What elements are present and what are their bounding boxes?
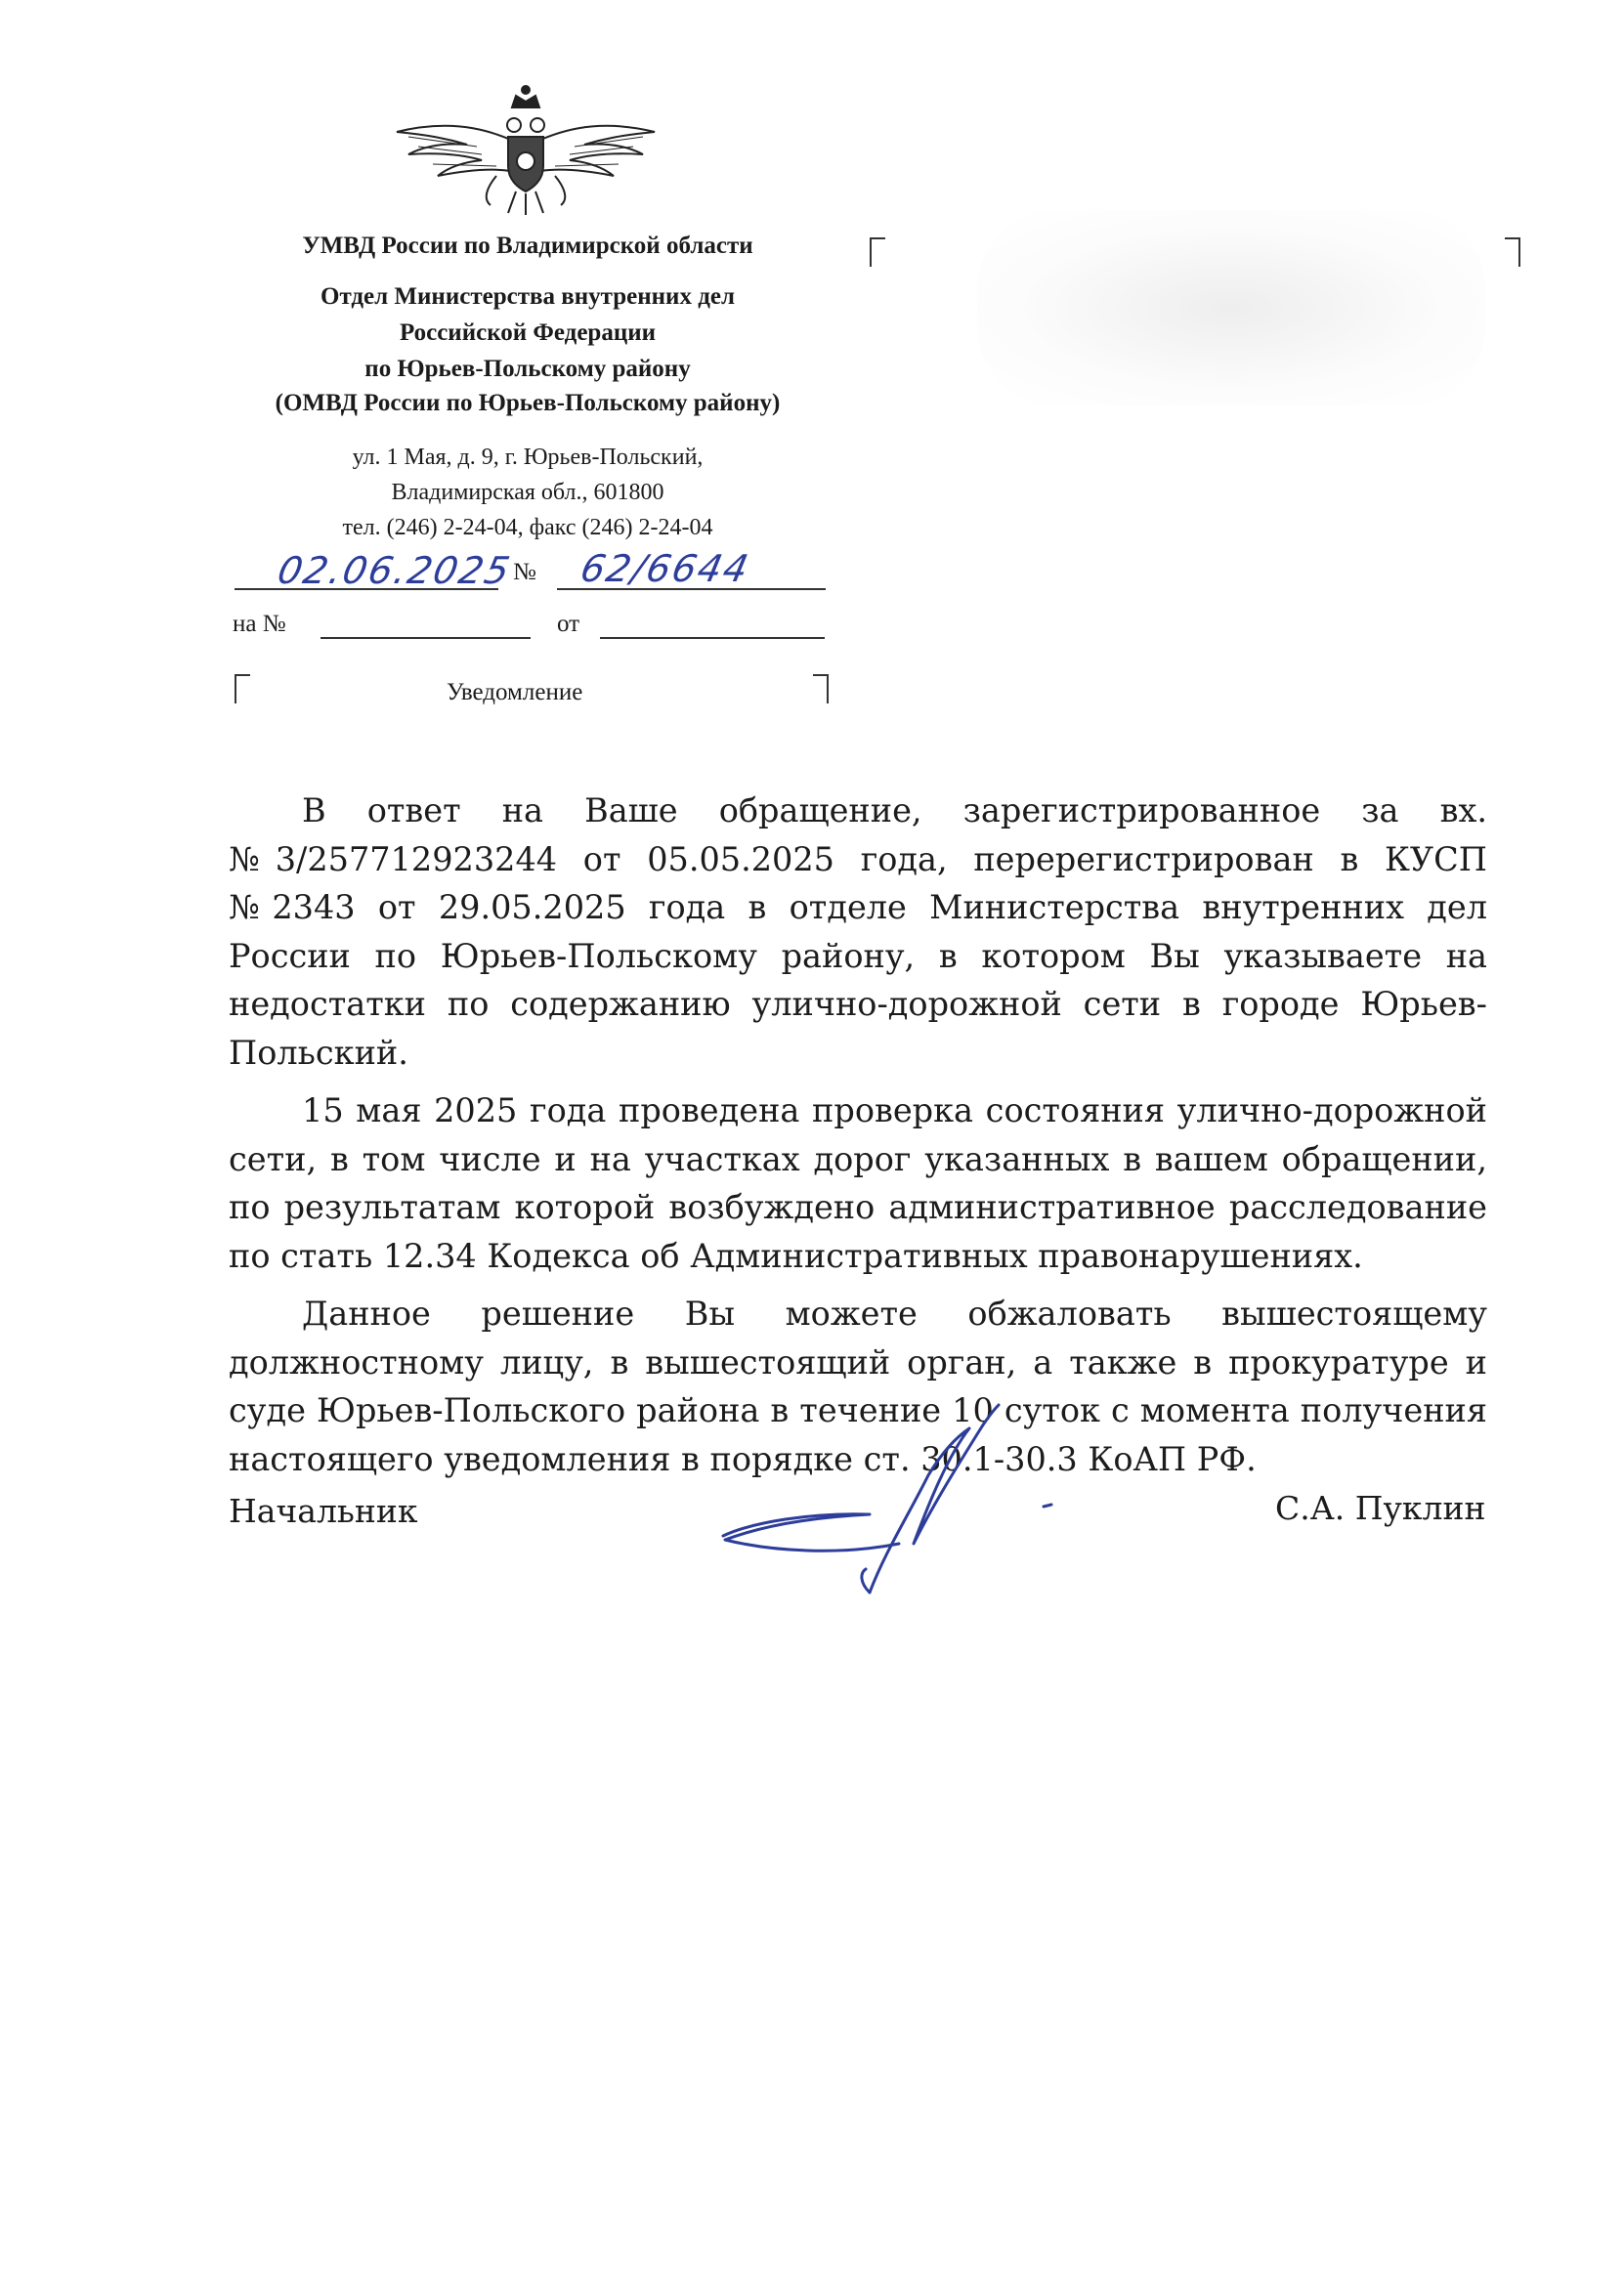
ref-number-label: на № (233, 611, 286, 637)
signatory-position: Начальник (229, 1492, 418, 1530)
address-line-2: Владимирская обл., 601800 (391, 480, 664, 505)
registration-date: 02.06.2025 (274, 549, 516, 592)
mvd-emblem-icon (389, 78, 662, 220)
body-paragraph-1: В ответ на Ваше обращение, зарегистрированное за вх. №3/257712923244 от 05.05.2025 года, перерегистрирован в КУСП №2343 от 29.05.2025 года в отделе Министерства внутренних дел России по Юрьев-Польскому району, в котором Вы указываете на недостатки по содержанию улично-дорожной сети в городе Юрьев-Польский. (229, 791, 1487, 1072)
agency-name-line-3: по Юрьев-Польскому району (364, 356, 691, 382)
title-corner-left (235, 674, 250, 703)
recipient-corner-left (870, 237, 885, 267)
ref-date-label: от (557, 611, 580, 637)
signature-icon (713, 1397, 1085, 1612)
ref-date-line (600, 637, 825, 639)
number-sign: № (513, 559, 536, 585)
body-paragraph-2: 15 мая 2025 года проведена проверка состояния улично-дорожной сети, в том числе и на участках дорог указанных в вашем обращении, по результатам которой возбуждено административное расследование по стать 12.34 Кодекса об Административных правонарушениях. (229, 1091, 1487, 1275)
address-line-1: ул. 1 Мая, д. 9, г. Юрьев-Польский, (352, 445, 704, 470)
title-corner-right (813, 674, 829, 703)
recipient-corner-right (1505, 237, 1520, 267)
body-paragraph-3: Данное решение Вы можете обжаловать вышестоящему должностному лицу, в вышестоящий орган, а также в прокуратуре и суде Юрьев-Польского района в течение 10 суток с момента получения настоящего уведомления в порядке ст. 30.1-30.3 КоАП РФ. (229, 1295, 1487, 1478)
contact-line: тел. (246) 2-24-04, факс (246) 2-24-04 (342, 515, 713, 540)
letter-body (229, 787, 1487, 1493)
ref-number-line (321, 637, 531, 639)
registration-number: 62/6644 (577, 547, 754, 590)
document-title: Уведомление (447, 679, 583, 705)
redacted-recipient (977, 210, 1485, 405)
agency-parent: УМВД России по Владимирской области (302, 233, 753, 259)
agency-short-name: (ОМВД России по Юрьев-Польскому району) (275, 390, 781, 416)
agency-name-line-1: Отдел Министерства внутренних дел (321, 283, 735, 310)
agency-name-line-2: Российской Федерации (399, 319, 657, 346)
signatory-name: С.А. Пуклин (1275, 1489, 1486, 1527)
